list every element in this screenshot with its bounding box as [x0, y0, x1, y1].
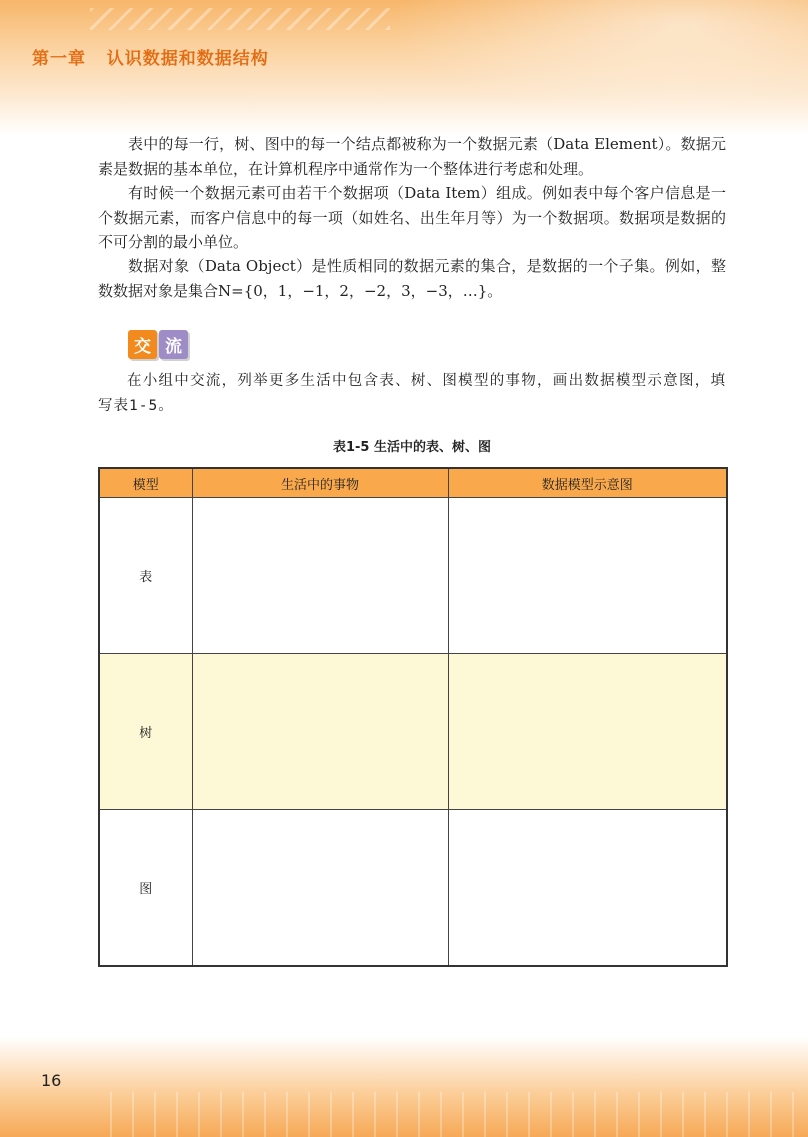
- activity-instruction: 在小组中交流，列举更多生活中包含表、树、图模型的事物，画出数据模型示意图，填写表1-5。: [98, 373, 726, 414]
- table-row: [99, 654, 727, 810]
- cell-things: [192, 810, 448, 967]
- models-table: [98, 467, 728, 967]
- header-things: 生活中的事物: [192, 468, 448, 498]
- table-row: [99, 810, 727, 967]
- paragraph-data-element: 表中的每一行，树、图中的每一个结点都被称为一个数据元素（Data Element）。数据元素是数据的基本单位，在计算机程序中通常作为一个整体进行考虑和处理。: [98, 135, 726, 178]
- header-pattern: [90, 8, 390, 30]
- cell-diagram: [448, 654, 727, 810]
- table-row: [99, 498, 727, 654]
- cell-model: 图: [99, 810, 192, 967]
- cell-model: 表: [99, 498, 192, 654]
- footer-decoration: [0, 1037, 808, 1137]
- table-header-row: [99, 468, 727, 498]
- exchange-activity-badge: [128, 330, 188, 359]
- paragraph-data-object: 数据对象（Data Object）是性质相同的数据元素的集合，是数据的一个子集。例如，整数数据对象是集合N={0，1，−1，2，−2，3，−3，…}。: [98, 257, 726, 300]
- footer-pattern: [110, 1092, 808, 1137]
- header-model: 模型: [99, 468, 192, 498]
- cell-things: [192, 498, 448, 654]
- cell-diagram: [448, 498, 727, 654]
- badge-char-1: 交: [128, 330, 157, 359]
- header-sheen: [388, 0, 808, 120]
- table-caption: 表1-5 生活中的表、树、图: [332, 440, 491, 455]
- paragraph-data-item: 有时候一个数据元素可由若干个数据项（Data Item）组成。例如表中每个客户信息是一个数据元素，而客户信息中的每一项（如姓名、出生年月等）为一个数据项。数据项是数据的不可分割的最小单位。: [98, 184, 726, 251]
- cell-things: [192, 654, 448, 810]
- header-diagram: 数据模型示意图: [448, 468, 727, 498]
- page-number: 16: [41, 1071, 62, 1090]
- cell-diagram: [448, 810, 727, 967]
- chapter-title: 第一章 认识数据和数据结构: [32, 49, 269, 69]
- badge-char-2: 流: [159, 330, 188, 359]
- cell-model: 树: [99, 654, 192, 810]
